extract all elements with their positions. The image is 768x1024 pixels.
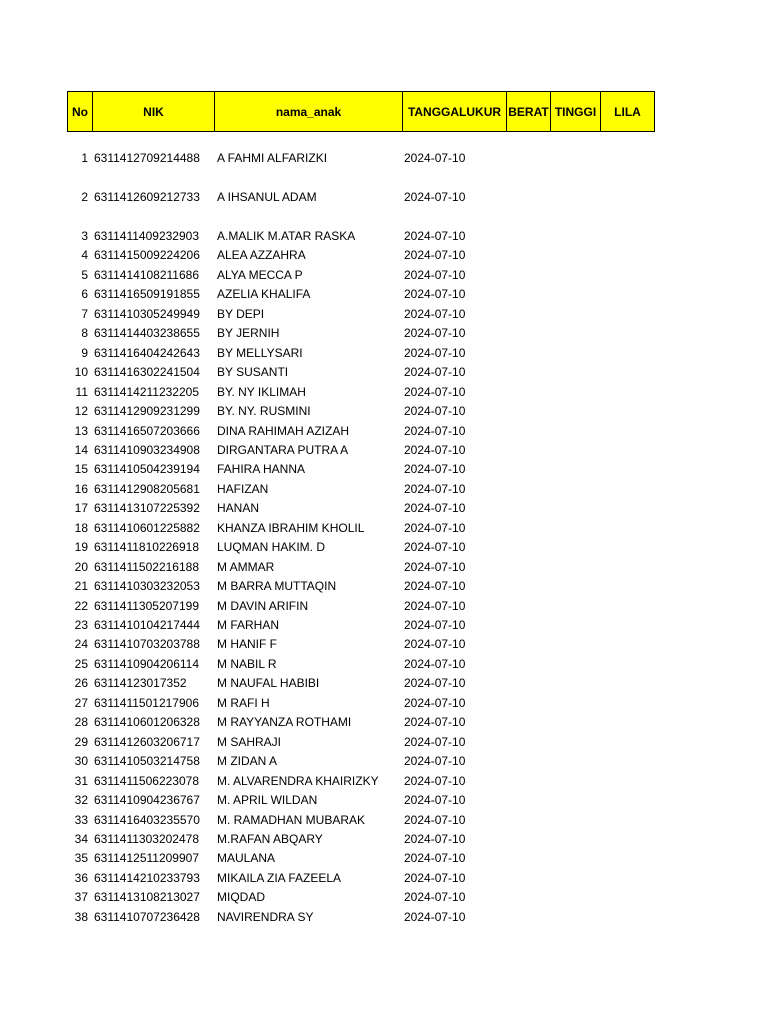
row-nama-anak: MAULANA bbox=[217, 851, 276, 866]
row-number: 5 bbox=[81, 267, 88, 282]
row-nik: 6311412709214488 bbox=[94, 151, 200, 165]
row-nama-anak: ALYA MECCA P bbox=[217, 267, 303, 282]
row-nama-anak: M SAHRAJI bbox=[217, 734, 282, 749]
row-tanggalukur: 2024-07-10 bbox=[404, 190, 466, 204]
header-tanggalukur: TANGGALUKUR bbox=[403, 92, 507, 131]
row-nik: 6311411303202478 bbox=[94, 831, 199, 846]
row-number: 16 bbox=[74, 481, 88, 496]
row-nama-anak: A.MALIK M.ATAR RASKA bbox=[217, 229, 356, 243]
row-number: 29 bbox=[74, 734, 88, 749]
row-tanggalukur: 2024-07-10 bbox=[404, 870, 466, 885]
row-tanggalukur: 2024-07-10 bbox=[404, 306, 466, 321]
row-tanggalukur: 2024-07-10 bbox=[404, 715, 466, 730]
table-row bbox=[0, 519, 768, 539]
row-number: 9 bbox=[81, 345, 88, 360]
row-tanggalukur: 2024-07-10 bbox=[404, 287, 466, 302]
row-nama-anak: A IHSANUL ADAM bbox=[217, 190, 317, 204]
row-nik: 6311416404242643 bbox=[94, 345, 200, 360]
row-nik: 6311416507203666 bbox=[94, 423, 200, 438]
row-number: 37 bbox=[74, 890, 88, 905]
row-tanggalukur: 2024-07-10 bbox=[404, 151, 466, 165]
row-nik: 6311410703203788 bbox=[94, 637, 200, 652]
row-nik: 6311410601206328 bbox=[94, 715, 200, 730]
table-row bbox=[0, 752, 768, 772]
row-nama-anak: BY MELLYSARI bbox=[217, 345, 303, 360]
row-nama-anak: MIQDAD bbox=[217, 890, 265, 905]
row-tanggalukur: 2024-07-10 bbox=[404, 365, 466, 380]
header-nik: NIK bbox=[93, 92, 215, 131]
row-nik: 6311416509191855 bbox=[94, 287, 200, 302]
table-row bbox=[0, 674, 768, 694]
table-row bbox=[0, 227, 768, 247]
row-tanggalukur: 2024-07-10 bbox=[404, 481, 466, 496]
row-tanggalukur: 2024-07-10 bbox=[404, 462, 466, 477]
row-nik: 6311411502216188 bbox=[94, 559, 199, 574]
row-tanggalukur: 2024-07-10 bbox=[404, 637, 466, 652]
row-nik: 6311414210233793 bbox=[94, 870, 200, 885]
row-tanggalukur: 2024-07-10 bbox=[404, 695, 466, 710]
table-row bbox=[0, 285, 768, 305]
row-nik: 6311411409232903 bbox=[94, 229, 199, 243]
row-number: 2 bbox=[81, 190, 88, 204]
row-number: 21 bbox=[74, 579, 88, 594]
row-nama-anak: M. RAMADHAN MUBARAK bbox=[217, 812, 366, 827]
row-tanggalukur: 2024-07-10 bbox=[404, 598, 466, 613]
row-tanggalukur: 2024-07-10 bbox=[404, 831, 466, 846]
header-no: No bbox=[68, 92, 93, 131]
row-tanggalukur: 2024-07-10 bbox=[404, 384, 466, 399]
row-nama-anak: M ZIDAN A bbox=[217, 754, 278, 769]
table-row bbox=[0, 888, 768, 908]
row-nik: 6311412908205681 bbox=[94, 481, 200, 496]
table-row bbox=[0, 363, 768, 383]
row-nama-anak: M BARRA MUTTAQIN bbox=[217, 579, 337, 594]
row-nama-anak: M DAVIN ARIFIN bbox=[217, 598, 309, 613]
table-row bbox=[0, 733, 768, 753]
row-tanggalukur: 2024-07-10 bbox=[404, 248, 466, 263]
row-nama-anak: M NABIL R bbox=[217, 656, 277, 671]
table-row bbox=[0, 422, 768, 442]
header-lila: LILA bbox=[614, 104, 641, 119]
row-nama-anak: AZELIA KHALIFA bbox=[217, 287, 311, 302]
row-nama-anak: ALEA AZZAHRA bbox=[217, 248, 306, 263]
row-nik: 6311411305207199 bbox=[94, 598, 199, 613]
table-row bbox=[0, 188, 768, 208]
row-number: 12 bbox=[74, 404, 88, 419]
row-number: 34 bbox=[74, 831, 88, 846]
table-row bbox=[0, 344, 768, 364]
row-nama-anak: M. APRIL WILDAN bbox=[217, 793, 318, 808]
row-nik: 6311412603206717 bbox=[94, 734, 200, 749]
row-number: 6 bbox=[81, 287, 88, 302]
table-row bbox=[0, 772, 768, 792]
row-nik: 6311416403235570 bbox=[94, 812, 200, 827]
header-tinggi: TINGGI bbox=[551, 92, 601, 131]
table-row bbox=[0, 791, 768, 811]
row-nama-anak: HAFIZAN bbox=[217, 481, 269, 496]
table-row bbox=[0, 655, 768, 675]
row-nik: 6311411506223078 bbox=[94, 773, 199, 788]
row-nama-anak: M RAFI H bbox=[217, 695, 270, 710]
row-nik: 6311412609212733 bbox=[94, 190, 200, 204]
row-number: 13 bbox=[74, 423, 88, 438]
row-number: 38 bbox=[74, 909, 88, 924]
table-row bbox=[0, 694, 768, 714]
row-nik: 6311410601225882 bbox=[94, 520, 200, 535]
row-number: 1 bbox=[81, 151, 88, 165]
row-nama-anak: KHANZA IBRAHIM KHOLIL bbox=[217, 520, 365, 535]
row-number: 14 bbox=[74, 442, 88, 457]
row-tanggalukur: 2024-07-10 bbox=[404, 734, 466, 749]
row-nama-anak: LUQMAN HAKIM. D bbox=[217, 540, 326, 555]
table-row bbox=[0, 149, 768, 169]
row-number: 19 bbox=[74, 540, 88, 555]
row-number: 32 bbox=[74, 793, 88, 808]
header-berat: BERAT bbox=[507, 92, 551, 131]
table-row bbox=[0, 480, 768, 500]
table-row bbox=[0, 869, 768, 889]
row-number: 10 bbox=[74, 365, 88, 380]
row-number: 24 bbox=[74, 637, 88, 652]
row-tanggalukur: 2024-07-10 bbox=[404, 656, 466, 671]
row-tanggalukur: 2024-07-10 bbox=[404, 754, 466, 769]
row-number: 15 bbox=[74, 462, 88, 477]
row-nik: 63114123017352 bbox=[94, 676, 187, 691]
row-tanggalukur: 2024-07-10 bbox=[404, 793, 466, 808]
row-tanggalukur: 2024-07-10 bbox=[404, 890, 466, 905]
row-tanggalukur: 2024-07-10 bbox=[404, 851, 466, 866]
row-tanggalukur: 2024-07-10 bbox=[404, 326, 466, 341]
row-nik: 6311410904236767 bbox=[94, 793, 200, 808]
row-tanggalukur: 2024-07-10 bbox=[404, 676, 466, 691]
row-number: 28 bbox=[74, 715, 88, 730]
row-nama-anak: M NAUFAL HABIBI bbox=[217, 676, 320, 691]
table-header bbox=[67, 91, 655, 132]
row-tanggalukur: 2024-07-10 bbox=[404, 267, 466, 282]
row-nik: 6311411501217906 bbox=[94, 695, 199, 710]
header-nama-anak: nama_anak bbox=[215, 92, 403, 131]
row-number: 18 bbox=[74, 520, 88, 535]
row-nama-anak: M. ALVARENDRA KHAIRIZKY bbox=[217, 773, 379, 788]
row-nik: 6311410904206114 bbox=[94, 656, 199, 671]
row-nama-anak: M AMMAR bbox=[217, 559, 275, 574]
row-nik: 6311416302241504 bbox=[94, 365, 200, 380]
row-nik: 6311412909231299 bbox=[94, 404, 200, 419]
row-number: 27 bbox=[74, 695, 88, 710]
row-number: 26 bbox=[74, 676, 88, 691]
row-nama-anak: BY. NY IKLIMAH bbox=[217, 384, 306, 399]
row-number: 8 bbox=[81, 326, 88, 341]
row-number: 20 bbox=[74, 559, 88, 574]
row-nik: 6311411810226918 bbox=[94, 540, 199, 555]
row-tanggalukur: 2024-07-10 bbox=[404, 540, 466, 555]
row-number: 35 bbox=[74, 851, 88, 866]
row-nama-anak: BY DEPI bbox=[217, 306, 265, 321]
row-number: 33 bbox=[74, 812, 88, 827]
table-row bbox=[0, 713, 768, 733]
row-tanggalukur: 2024-07-10 bbox=[404, 404, 466, 419]
row-tanggalukur: 2024-07-10 bbox=[404, 579, 466, 594]
row-nik: 6311414108211686 bbox=[94, 267, 199, 282]
row-tanggalukur: 2024-07-10 bbox=[404, 501, 466, 516]
row-number: 3 bbox=[81, 229, 88, 243]
row-nik: 6311410305249949 bbox=[94, 306, 200, 321]
table-row bbox=[0, 849, 768, 869]
row-nik: 6311410707236428 bbox=[94, 909, 200, 924]
row-number: 31 bbox=[74, 773, 88, 788]
table-row bbox=[0, 597, 768, 617]
table-row bbox=[0, 577, 768, 597]
table-row bbox=[0, 305, 768, 325]
row-nama-anak: BY JERNIH bbox=[217, 326, 280, 341]
row-nik: 6311415009224206 bbox=[94, 248, 200, 263]
row-nama-anak: BY SUSANTI bbox=[217, 365, 289, 380]
table-row bbox=[0, 908, 768, 928]
row-nik: 6311410903234908 bbox=[94, 442, 200, 457]
row-nama-anak: DIRGANTARA PUTRA A bbox=[217, 442, 349, 457]
row-nama-anak: BY. NY. RUSMINI bbox=[217, 404, 311, 419]
row-number: 11 bbox=[75, 384, 88, 399]
table-row bbox=[0, 558, 768, 578]
table-row bbox=[0, 499, 768, 519]
row-tanggalukur: 2024-07-10 bbox=[404, 909, 466, 924]
table-row bbox=[0, 324, 768, 344]
row-nik: 6311410303232053 bbox=[94, 579, 200, 594]
table-row bbox=[0, 811, 768, 831]
row-nama-anak: FAHIRA HANNA bbox=[217, 462, 306, 477]
row-tanggalukur: 2024-07-10 bbox=[404, 618, 466, 632]
row-number: 17 bbox=[74, 501, 88, 516]
row-number: 36 bbox=[74, 870, 88, 885]
row-nik: 6311410504239194 bbox=[94, 462, 200, 477]
table-row bbox=[0, 635, 768, 655]
row-tanggalukur: 2024-07-10 bbox=[404, 423, 466, 438]
row-number: 30 bbox=[74, 754, 88, 769]
table-row bbox=[0, 402, 768, 422]
row-number: 25 bbox=[74, 656, 88, 671]
table-row bbox=[0, 266, 768, 286]
row-number: 22 bbox=[74, 598, 88, 613]
row-nama-anak: DINA RAHIMAH AZIZAH bbox=[217, 423, 350, 438]
table-row bbox=[0, 830, 768, 850]
table-row bbox=[0, 616, 768, 636]
row-nama-anak: HANAN bbox=[217, 501, 260, 516]
row-nama-anak: M RAYYANZA ROTHAMI bbox=[217, 715, 352, 730]
row-tanggalukur: 2024-07-10 bbox=[404, 442, 466, 457]
row-nik: 6311413108213027 bbox=[94, 890, 200, 905]
row-nik: 6311410503214758 bbox=[94, 754, 200, 769]
row-nama-anak: M HANIF F bbox=[217, 637, 277, 652]
table-row bbox=[0, 538, 768, 558]
row-tanggalukur: 2024-07-10 bbox=[404, 773, 466, 788]
row-nama-anak: NAVIRENDRA SY bbox=[217, 909, 314, 924]
row-nik: 6311414403238655 bbox=[94, 326, 200, 341]
row-number: 7 bbox=[81, 306, 88, 321]
row-nik: 6311410104217444 bbox=[94, 618, 200, 632]
row-nama-anak: M FARHAN bbox=[217, 618, 280, 632]
row-nik: 6311412511209907 bbox=[94, 851, 199, 866]
row-tanggalukur: 2024-07-10 bbox=[404, 559, 466, 574]
table-row bbox=[0, 441, 768, 461]
row-tanggalukur: 2024-07-10 bbox=[404, 520, 466, 535]
row-tanggalukur: 2024-07-10 bbox=[404, 345, 466, 360]
row-nik: 6311413107225392 bbox=[94, 501, 200, 516]
table-row bbox=[0, 460, 768, 480]
row-tanggalukur: 2024-07-10 bbox=[404, 812, 466, 827]
row-nama-anak: MIKAILA ZIA FAZEELA bbox=[217, 870, 342, 885]
table-row bbox=[0, 246, 768, 266]
row-tanggalukur: 2024-07-10 bbox=[404, 229, 466, 243]
row-number: 4 bbox=[81, 248, 88, 263]
row-nama-anak: M.RAFAN ABQARY bbox=[217, 831, 323, 846]
row-nama-anak: A FAHMI ALFARIZKI bbox=[217, 151, 328, 165]
row-number: 23 bbox=[74, 618, 88, 632]
table-row bbox=[0, 383, 768, 403]
row-nik: 6311414211232205 bbox=[94, 384, 199, 399]
